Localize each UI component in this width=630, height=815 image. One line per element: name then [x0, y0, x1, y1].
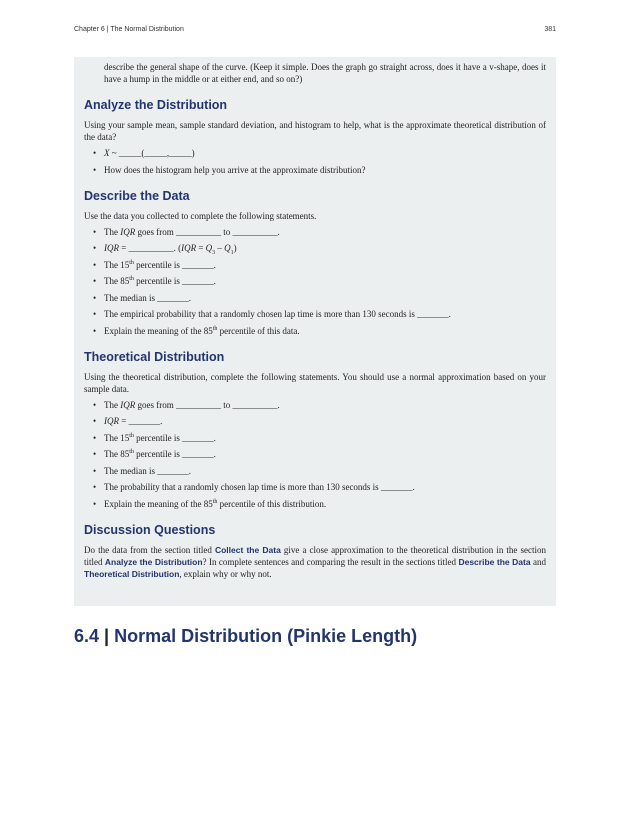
- theoretical-body: Using the theoretical distribution, complete the following statements. You should use a normal approximation based on your sample data.: [84, 371, 546, 394]
- discussion-heading: Discussion Questions: [84, 522, 216, 537]
- analyze-ref: Analyze the Distribution: [104, 556, 203, 567]
- collect-data-ref: Collect the Data: [214, 544, 281, 555]
- lab-box: [74, 57, 556, 606]
- continued-text: describe the general shape of the curve. (Keep it simple. Does the graph go straight across, does it have a v-shape, does it have a hump in the middle or at either end, and so on?): [104, 62, 546, 84]
- list-item: • The empirical probability that a randomly chosen lap time is more than 130 seconds is _______.: [104, 309, 546, 320]
- list-item: • IQR = __________. $(IQR = Q_3 - Q_1)$: [104, 243, 546, 254]
- list-item: • The IQR goes from __________ to __________.: [104, 227, 546, 238]
- list-item: • The 85th percentile is _______.: [104, 449, 546, 460]
- list-item: • The 85th percentile is _______.: [104, 276, 546, 287]
- page-number: 381: [544, 26, 556, 33]
- analyze-list: [84, 148, 546, 176]
- chapter-title: Chapter 6 | The Normal Distribution: [74, 26, 184, 33]
- list-item: • The 15th percentile is _______.: [104, 433, 546, 444]
- list-item: • The median is _______.: [104, 293, 546, 304]
- describe-body: Use the data you collected to complete the following statements.: [84, 210, 317, 221]
- list-item: • How does the histogram help you arrive at the approximate distribution?: [104, 165, 546, 176]
- list-item: • Explain the meaning of the 85th percentile of this data.: [104, 326, 546, 337]
- describe-list: [84, 227, 546, 337]
- discussion-body: Do the data from the section titled Collect the Data give a close approximation to the theoretical distribution in the section titled Analyze the Distribution? In complete sentences and comparing the result in the sections titled Describe the Data and Theoretical Distribution, explain why or why not.: [84, 544, 547, 579]
- list-item: • Explain the meaning of the 85th percentile of this distribution.: [104, 499, 546, 510]
- section-title: 6.4 | Normal Distribution (Pinkie Length): [74, 626, 418, 646]
- theoretical-heading: Theoretical Distribution: [84, 349, 225, 364]
- analyze-body: Using your sample mean, sample standard deviation, and histogram to help, what is the approximate theoretical distribution of the data?: [84, 120, 546, 142]
- list-item: • IQR = _______.: [104, 416, 546, 427]
- list-item: • The 15th percentile is _______.: [104, 260, 546, 271]
- describe-heading: Describe the Data: [84, 188, 190, 203]
- analyze-heading: Analyze the Distribution: [84, 98, 228, 112]
- list-item: • The median is _______.: [104, 466, 546, 477]
- list-item: • The probability that a randomly chosen lap time is more than 130 seconds is _______.: [104, 482, 546, 493]
- list-item: • X ~ _____(_____,_____): [104, 148, 546, 159]
- page-header: [74, 26, 556, 33]
- theoretical-list: [84, 400, 546, 510]
- list-item: • The IQR goes from __________ to __________.: [104, 400, 546, 411]
- describe-ref: Describe the Data: [458, 556, 531, 567]
- theoretical-ref: Theoretical Distribution: [84, 568, 180, 579]
